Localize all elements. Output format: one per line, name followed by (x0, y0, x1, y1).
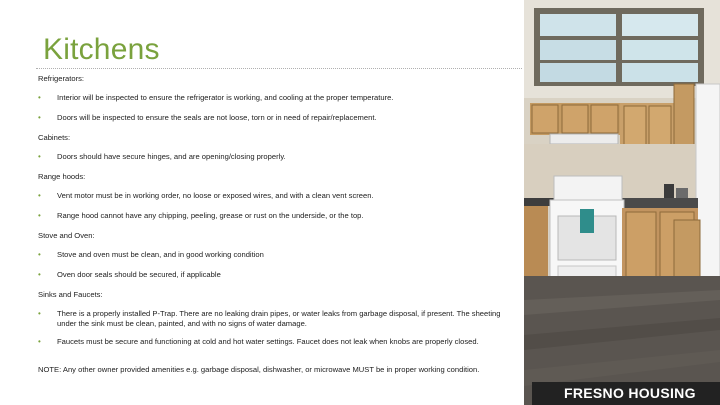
fresno-housing-logo: FRESNO HOUSING (564, 385, 696, 401)
list-item (38, 113, 518, 133)
bullet-text: Doors should have secure hinges, and are opening/closing properly. (57, 152, 286, 161)
section-heading-sinks-faucets: Sinks and Faucets: (38, 290, 103, 299)
bullet-text: Faucets must be secure and functioning at cold and hot water settings. Faucet does not leak when knobs are properly closed. (57, 337, 479, 346)
section-heading-stove-oven: Stove and Oven: (38, 231, 95, 240)
note-text: NOTE: Any other owner provided amenities e.g. garbage disposal, dishwasher, or microwave MUST be in proper working condition. (38, 365, 480, 374)
list-item (38, 152, 518, 172)
title-divider (36, 68, 522, 69)
slide-content (38, 74, 518, 375)
list-item (38, 250, 518, 270)
list-item (38, 211, 518, 231)
bullet-icon: • (38, 250, 41, 259)
bullet-icon: • (38, 337, 41, 346)
bullet-icon: • (38, 211, 41, 220)
kitchen-photo (524, 0, 720, 405)
bullet-icon: • (38, 309, 41, 318)
bullet-text: Oven door seals should be secured, if applicable (57, 270, 221, 279)
bullet-text: Doors will be inspected to ensure the seals are not loose, torn or in need of repair/replacement. (57, 113, 377, 122)
bullet-icon: • (38, 152, 41, 161)
bullet-text: Stove and oven must be clean, and in good working condition (57, 250, 264, 259)
bullet-icon: • (38, 270, 41, 279)
bullet-text: Range hood cannot have any chipping, peeling, grease or rust on the underside, or the top. (57, 211, 364, 220)
list-item (38, 270, 518, 290)
bullet-text: Vent motor must be in working order, no loose or exposed wires, and with a clean vent screen. (57, 191, 374, 200)
slide-title: Kitchens (43, 33, 160, 66)
bullet-icon: • (38, 113, 41, 122)
list-item (38, 309, 518, 337)
section-heading-range-hoods: Range hoods: (38, 172, 86, 181)
list-item (38, 191, 518, 211)
list-item (38, 337, 518, 365)
section-heading-cabinets: Cabinets: (38, 133, 71, 142)
bullet-text: There is a properly installed P-Trap. There are no leaking drain pipes, or water leaks from garbage disposal, if present. The sheeting under the sink must be clean, painted, and with no signs of water damage. (57, 309, 501, 328)
kitchen-illustration (524, 0, 720, 405)
bullet-icon: • (38, 191, 41, 200)
list-item (38, 93, 518, 113)
section-heading-refrigerators: Refrigerators: (38, 74, 85, 83)
bullet-icon: • (38, 93, 41, 102)
bullet-text: Interior will be inspected to ensure the refrigerator is working, and cooling at the proper temperature. (57, 93, 394, 102)
